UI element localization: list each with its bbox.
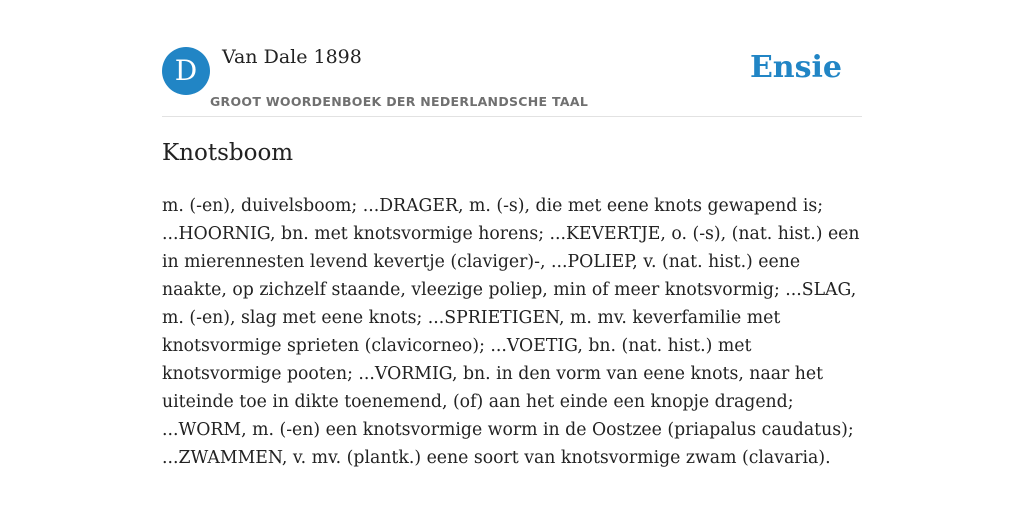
source-title[interactable]: Van Dale 1898 [222,46,362,68]
source-subtitle: GROOT WOORDENBOEK DER NEDERLANDSCHE TAAL [210,94,589,109]
source-header [162,44,862,117]
brand-logo[interactable]: Ensie [749,50,842,85]
entry-headword: Knotsboom [162,140,294,166]
source-avatar: D [162,47,210,95]
entry-definition: m. (-en), duivelsboom; ...DRAGER, m. (-s), die met eene knots gewapend is; ...HOORNIG, bn. met knotsvormige horens; ...KEVERTJE, o. (-s), (nat. hist.) een in mierennesten levend kevertje (claviger)-, ...POLIEP, v. (nat. hist.) eene naakte, op zichzelf staande, vleezige poliep, min of meer knotsvormig; ...SLAG, m. (-en), slag met eene knots; ...SPRIETIGEN, m. mv. keverfamilie met knotsvormige sprieten (clavicorneo); ...VOETIG, bn. (nat. hist.) met knotsvormige pooten; ...VORMIG, bn. in den vorm van eene knots, naar het uiteinde toe in dikte toenemend, (of) aan het einde een knopje dragend; ...WORM, m. (-en) een knotsvormige worm in de Oostzee (priapalus caudatus); ...ZWAMMEN, v. mv. (plantk.) eene soort van knotsvormige zwam (clavaria). [162,196,860,468]
